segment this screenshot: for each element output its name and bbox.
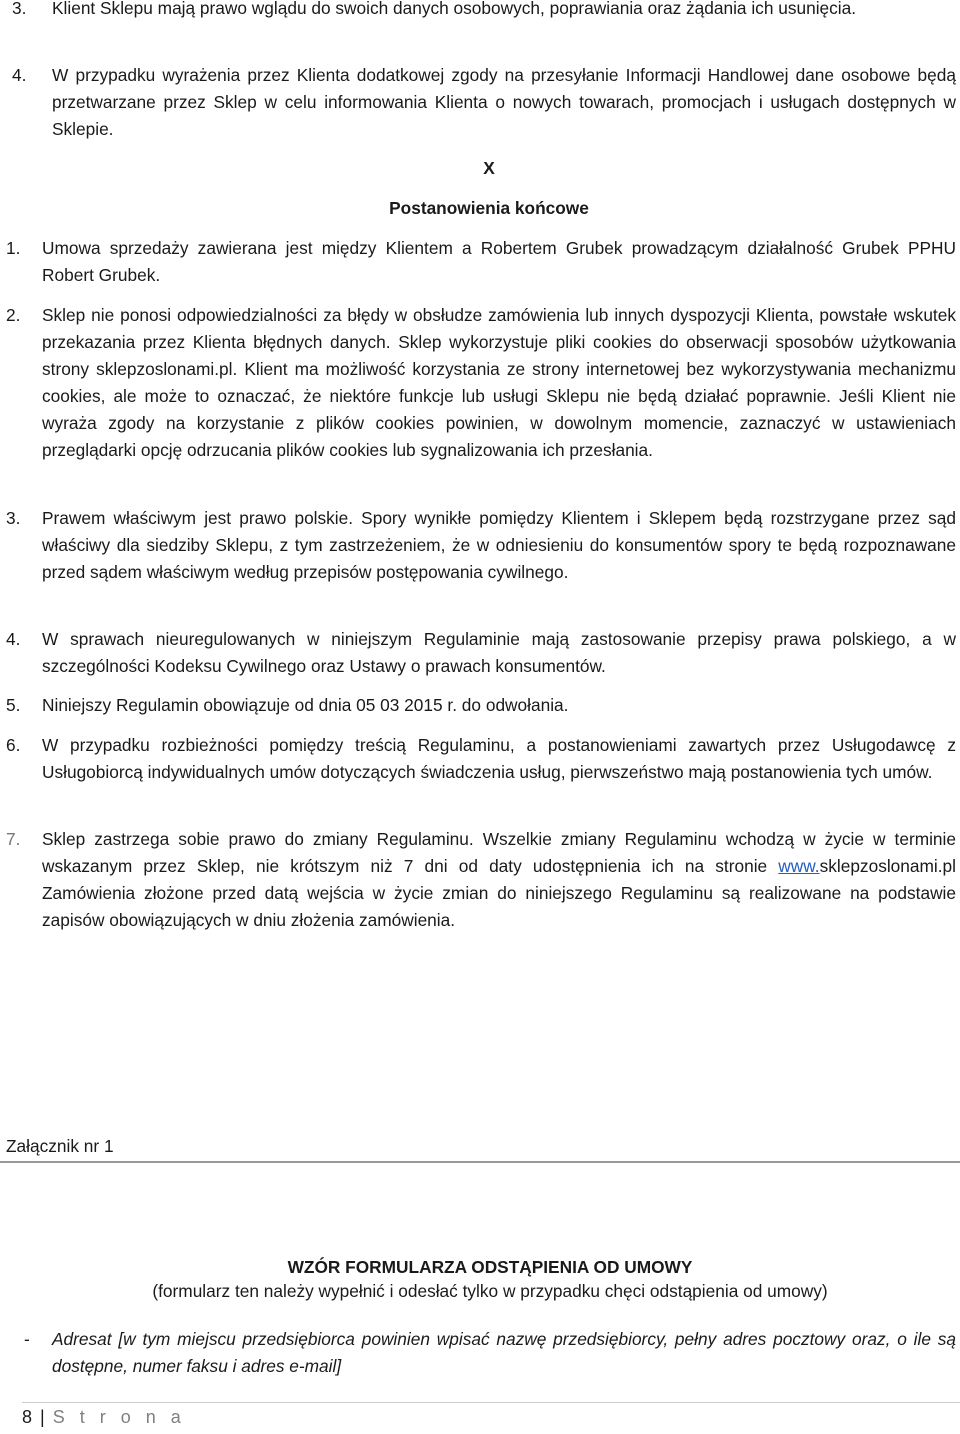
item-text: Klient Sklepu mają prawo wglądu do swoich danych osobowych, poprawiania oraz żądania ich usunięcia. — [52, 0, 857, 18]
section-ix-item-3 — [12, 0, 956, 22]
section-x-item-5 — [6, 692, 956, 719]
item-text: W przypadku rozbieżności pomiędzy treścią Regulaminu, a postanowieniami zawartych przez Usługodawcę z Usługobiorcą indywidualnych umów dotyczących świadczenia usług, pierwszeństwo mają postanowienia tych umów. — [42, 735, 956, 782]
item-dash: - — [24, 1329, 30, 1349]
section-roman-numeral: X — [483, 158, 495, 178]
section-x-item-2 — [6, 302, 956, 464]
item-number: 1. — [6, 238, 21, 258]
item-text: Umowa sprzedaży zawierana jest między Klientem a Robertem Grubek prowadzącym działalność Grubek PPHU Robert Grubek. — [42, 238, 956, 285]
item-number: 7. — [6, 829, 21, 849]
page-footer — [22, 1407, 186, 1428]
item-text: W sprawach nieuregulowanych w niniejszym Regulaminie mają zastosowanie przepisy prawa polskiego, a w szczególności Kodeksu Cywilnego oraz Ustawy o prawach konsumentów. — [42, 629, 956, 676]
item-text-after: sklepzoslonami.pl Zamówienia złożone przed datą wejścia w życie zmian do niniejszego Regulaminu są realizowane na podstawie zapisów obowiązujących w dniu złożenia zamówienia. — [42, 856, 956, 930]
item-text: Niniejszy Regulamin obowiązuje od dnia 05 03 2015 r. do odwołania. — [42, 695, 569, 715]
addressee-item — [24, 1326, 956, 1380]
footer-divider — [22, 1402, 960, 1403]
item-number: 4. — [6, 629, 21, 649]
website-link[interactable]: www. — [778, 856, 820, 876]
item-text — [42, 826, 956, 934]
item-number: 3. — [6, 508, 21, 528]
footer-separator: | — [40, 1407, 45, 1427]
section-x-item-7 — [6, 826, 956, 934]
section-ix-item-4 — [12, 62, 956, 143]
item-number: 2. — [6, 305, 21, 325]
section-x-item-3 — [6, 505, 956, 586]
item-number: 6. — [6, 735, 21, 755]
annex-divider — [0, 1161, 960, 1163]
item-number: 5. — [6, 695, 21, 715]
item-number: 3. — [12, 0, 27, 18]
item-number: 4. — [12, 65, 27, 85]
form-title: WZÓR FORMULARZA ODSTĄPIENIA OD UMOWY — [287, 1257, 693, 1277]
section-x-item-6 — [6, 732, 956, 786]
item-text: Prawem właściwym jest prawo polskie. Spory wynikłe pomiędzy Klientem i Sklepem będą rozstrzygane przez sąd właściwy dla siedziby Sklepu, z tym zastrzeżeniem, że w odniesieniu do konsumentów spory te będą rozpoznawane przed sądem właściwym według przepisów postępowania cywilnego. — [42, 508, 956, 582]
page-number: 8 — [22, 1407, 33, 1427]
section-x-item-4 — [6, 626, 956, 680]
page-word: S t r o n a — [52, 1407, 186, 1427]
item-text-before: Sklep zastrzega sobie prawo do zmiany Regulaminu. Wszelkie zmiany Regulaminu wchodzą w życie w terminie wskazanym przez Sklep, nie krótszym niż 7 dni od daty udostępnienia ich na stronie — [42, 829, 956, 876]
form-subtitle: (formularz ten należy wypełnić i odesłać tylko w przypadku chęci odstąpienia od umowy) — [152, 1281, 828, 1301]
annex-label: Załącznik nr 1 — [6, 1136, 114, 1156]
addressee-text: Adresat [w tym miejscu przedsiębiorca powinien wpisać nazwę przedsiębiorcy, pełny adres pocztowy oraz, o ile są dostępne, numer faksu i adres e-mail] — [52, 1329, 956, 1376]
item-text: Sklep nie ponosi odpowiedzialności za błędy w obsłudze zamówienia lub innych dyspozycji Klienta, powstałe wskutek przekazania przez Klienta błędnych danych. Sklep wykorzystuje pliki cookies do obserwacji sposobów użytkowania strony sklepzoslonami.pl. Klient ma możliwość korzystania ze strony internetowej bez wykorzystywania mechanizmu cookies, ale może to oznaczać, że niektóre funkcje lub usługi Sklepu nie będą działać poprawnie. Jeśli Klient nie wyraża zgody na korzystanie z plików cookies powinien, w dowolnym momencie, zaznaczyć w ustawieniach przeglądarki opcję odrzucania plików cookies lub sygnalizowania ich przesłania. — [42, 305, 956, 460]
section-x-item-1 — [6, 235, 956, 289]
section-title: Postanowienia końcowe — [389, 198, 589, 218]
item-text: W przypadku wyrażenia przez Klienta dodatkowej zgody na przesyłanie Informacji Handlowej dane osobowe będą przetwarzane przez Sklep w celu informowania Klienta o nowych towarach, promocjach i usługach dostępnych w Sklepie. — [52, 65, 956, 139]
